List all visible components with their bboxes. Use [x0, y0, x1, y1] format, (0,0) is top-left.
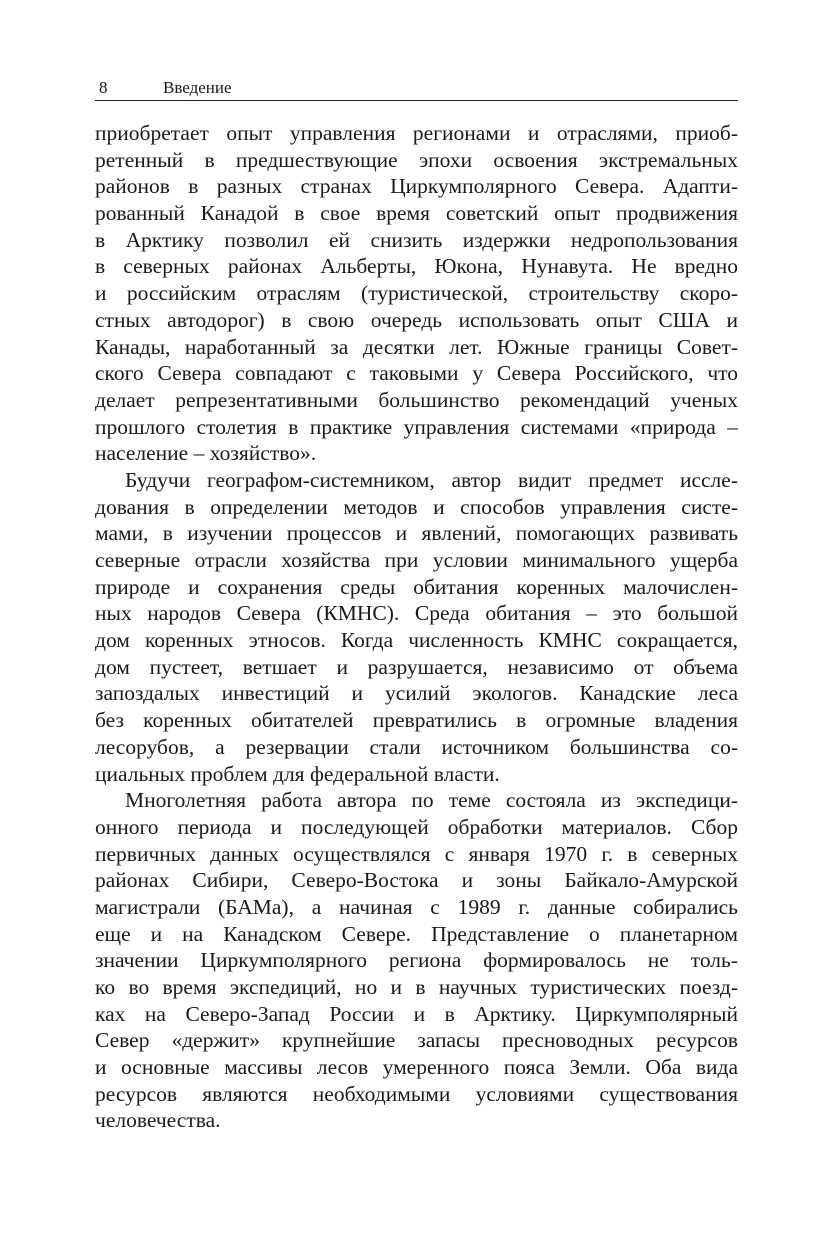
text-line: мами, в изучении процессов и явлений, помогающих развивать [95, 521, 738, 546]
text-line: значении Циркумполярного региона формировалось не толь- [95, 948, 738, 973]
page-number: 8 [99, 78, 108, 97]
text-line: районов в разных странах Циркумполярного Севера. Адапти- [95, 174, 738, 199]
text-line: ных народов Севера (КМНС). Среда обитания – это большой [95, 601, 738, 626]
text-line: дом коренных этносов. Когда численность КМНС сокращается, [95, 628, 738, 653]
text-line: стных автодорог) в свою очередь использовать опыт США и [95, 307, 738, 332]
text-line: без коренных обитателей превратились в огромные владения [95, 708, 738, 733]
text-line: Многолетняя работа автора по теме состояла из экспедици- [125, 788, 738, 813]
body-text [95, 120, 738, 1134]
text-line: онного периода и последующей обработки материалов. Сбор [95, 814, 738, 839]
running-head: Введение [163, 78, 232, 97]
text-line: ресурсов являются необходимыми условиями существования [95, 1081, 738, 1106]
text-line: ретенный в предшествующие эпохи освоения экстремальных [95, 147, 738, 172]
text-line: дом пустеет, ветшает и разрушается, независимо от объема [95, 654, 738, 679]
text-line: Будучи географом-системником, автор видит предмет иссле- [125, 467, 738, 492]
text-line: рованный Канадой в свое время советский опыт продвижения [95, 201, 738, 226]
text-line: еще и на Канадском Севере. Представление о планетарном [95, 921, 738, 946]
text-line: Север «держит» крупнейшие запасы пресноводных ресурсов [95, 1028, 738, 1053]
text-line: в Арктику позволил ей снизить издержки недропользования [95, 227, 738, 252]
text-line: приобретает опыт управления регионами и отраслями, приоб- [95, 121, 738, 145]
text-line: Канады, наработанный за десятки лет. Южные границы Совет- [95, 334, 738, 359]
text-line: и российским отраслям (туристической, строительству скоро- [95, 281, 738, 306]
text-line: ко во время экспедиций, но и в научных туристических поезд- [95, 975, 738, 999]
text-line: и основные массивы лесов умеренного пояса Земли. Оба вида [95, 1055, 738, 1080]
text-line: природе и сохранения среды обитания коренных малочислен- [95, 574, 738, 599]
text-line: магистрали (БАМа), а начиная с 1989 г. данные собирались [95, 894, 738, 919]
text-line: прошлого столетия в практике управления системами «природа – [95, 414, 738, 439]
text-line: лесорубов, а резервации стали источником большинства со- [95, 734, 738, 759]
text-line: запоздалых инвестиций и усилий экологов. Канадские леса [95, 681, 738, 706]
text-line: дования в определении методов и способов управления систе- [95, 494, 738, 519]
text-line: ках на Северо-Запад России и в Арктику. Циркумполярный [95, 1001, 738, 1026]
text-line: северные отрасли хозяйства при условии минимального ущерба [95, 548, 738, 572]
text-line: ского Севера совпадают с таковыми у Севера Российского, что [95, 361, 738, 386]
text-line: человечества. [95, 1108, 221, 1133]
text-line: население – хозяйство». [95, 441, 317, 466]
text-line: делает репрезентативными большинство рекомендаций ученых [95, 387, 738, 412]
text-line: первичных данных осуществлялся с января 1970 г. в северных [95, 841, 738, 866]
text-line: районах Сибири, Северо-Востока и зоны Байкало-Амурской [95, 868, 738, 893]
text-line: в северных районах Альберты, Юкона, Нунавута. Не вредно [95, 254, 738, 279]
page-header [95, 78, 738, 101]
text-line: циальных проблем для федеральной власти. [95, 761, 500, 786]
